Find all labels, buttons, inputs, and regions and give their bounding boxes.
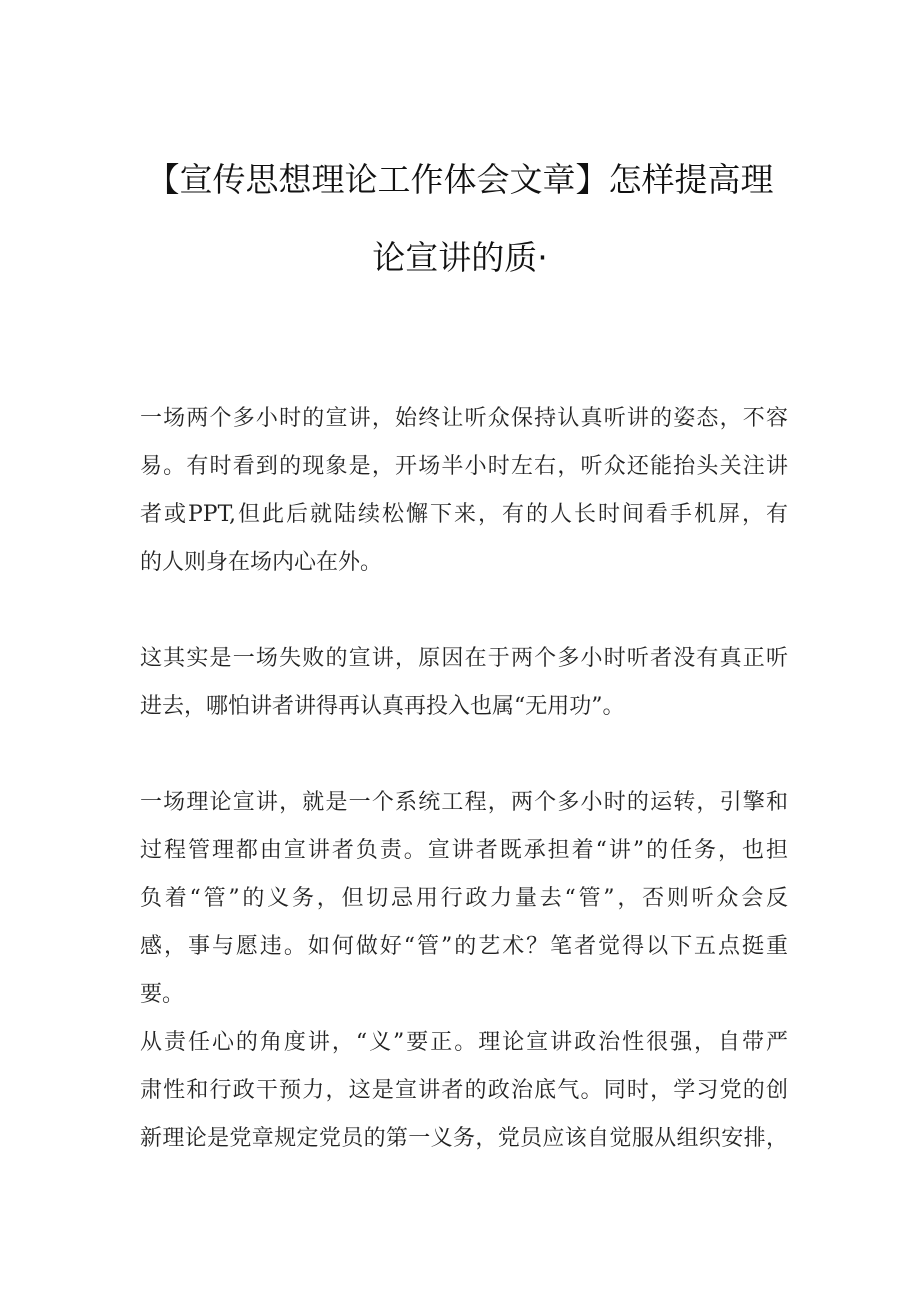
- paragraph-line: 进去，哪怕讲者讲得再认真再投入也属“无用功”。: [140, 694, 625, 719]
- paragraph-line: 这其实是一场失败的宣讲，原因在于两个多小时听者没有真正听: [140, 646, 788, 671]
- paragraph-line: 从责任心的角度讲，“义”要正。理论宣讲政治性很强，自带严: [140, 1030, 788, 1055]
- paragraph-line: 新理论是党章规定党员的第一义务，党员应该自觉服从组织安排，: [140, 1126, 788, 1151]
- paragraph-line: 负着“管”的义务，但切忌用行政力量去“管”，否则听众会反: [140, 886, 788, 911]
- paragraph-line: 易。有时看到的现象是，开场半小时左右，听众还能抬头关注讲: [140, 454, 788, 479]
- paragraph-line: 要。: [140, 982, 185, 1007]
- paragraph-line: 过程管理都由宣讲者负责。宣讲者既承担着“讲”的任务，也担: [140, 838, 788, 863]
- paragraph-line: 者或PPT,但此后就陆续松懈下来，有的人长时间看手机屏，有: [140, 502, 788, 527]
- document-title-line-1: 【宣传思想理论工作体会文章】怎样提高理: [146, 160, 774, 199]
- paragraph-line: 感，事与愿违。如何做好“管”的艺术？笔者觉得以下五点挺重: [140, 934, 788, 959]
- paragraph-line: 的人则身在场内心在外。: [140, 550, 383, 575]
- paragraph-line: 肃性和行政干预力，这是宣讲者的政治底气。同时，学习党的创: [140, 1078, 788, 1103]
- paragraph-line: 一场理论宣讲，就是一个系统工程，两个多小时的运转，引擎和: [140, 790, 788, 815]
- paragraph-line: 一场两个多小时的宣讲，始终让听众保持认真听讲的姿态，不容: [140, 406, 788, 431]
- document-title-line-2: 论宣讲的质·: [372, 238, 548, 277]
